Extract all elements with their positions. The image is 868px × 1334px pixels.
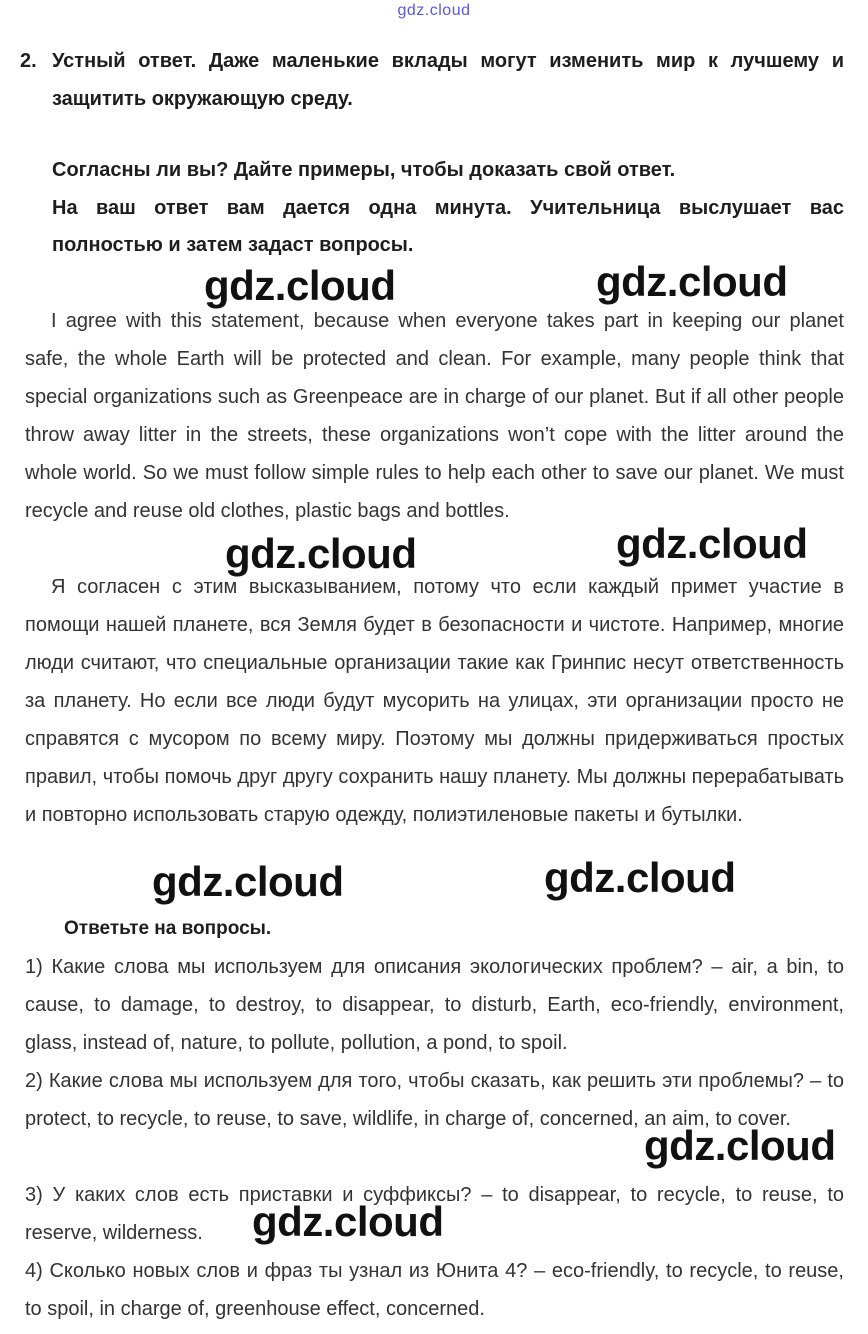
task-number: 2. [20, 50, 37, 72]
watermark: gdz.cloud [152, 858, 344, 905]
watermark: gdz.cloud [616, 520, 808, 567]
answer-english: I agree with this statement, because when everyone takes part in keeping our planet safe, the whole Earth will be protected and clean. For example, many people think that special organizations such as Greenpeace are in charge of our planet. But if all other people throw away litter in the streets, these organizations won’t cope with the litter around the whole world. So we must follow simple rules to help each other to save our planet. We must recycle and reuse old clothes, plastic bags and bottles. [25, 310, 844, 522]
watermark: gdz.cloud [252, 1198, 444, 1245]
watermark: gdz.cloud [204, 262, 396, 309]
question-2: 2) Какие слова мы используем для того, чтобы сказать, как решить эти проблемы? – to protect, to recycle, to reuse, to save, wildlife, in charge of, concerned, an aim, to cover. [25, 1070, 844, 1130]
watermark: gdz.cloud [596, 258, 788, 305]
instruction-line-2: На ваш ответ вам дается одна минута. Учительница выслушает вас полностью и затем задаст вопросы. [52, 197, 844, 256]
question-3: 3) У каких слов есть приставки и суффиксы? – to disappear, to recycle, to reuse, to reserve, wilderness. [25, 1184, 844, 1244]
top-watermark: gdz.cloud [397, 2, 471, 19]
watermark: gdz.cloud [644, 1122, 836, 1169]
question-4: 4) Сколько новых слов и фраз ты узнал из Юнита 4? – eco-friendly, to recycle, to reuse, to spoil, in charge of, greenhouse effect, concerned. [25, 1260, 844, 1320]
task-text: Устный ответ. Даже маленькие вклады могут изменить мир к лучшему и защитить окружающую среду. [52, 50, 844, 110]
questions-title: Ответьте на вопросы. [64, 918, 272, 939]
question-1: 1) Какие слова мы используем для описания экологических проблем? – air, a bin, to cause, to damage, to destroy, to disappear, to disturb, Earth, eco-friendly, environment, glass, instead of, nature, to pollute, pollution, a pond, to spoil. [25, 956, 844, 1054]
watermark: gdz.cloud [544, 854, 736, 901]
instruction-line-1: Согласны ли вы? Дайте примеры, чтобы доказать свой ответ. [52, 159, 676, 181]
watermark: gdz.cloud [225, 530, 417, 577]
answer-russian: Я согласен с этим высказыванием, потому что если каждый примет участие в помощи нашей планете, вся Земля будет в безопасности и чистоте. Например, многие люди считают, что специальные организации такие как Гринпис несут ответственность за планету. Но если все люди будут мусорить на улицах, эти организации просто не справятся с мусором по всему миру. Поэтому мы должны придерживаться простых правил, чтобы помочь друг другу сохранить нашу планету. Мы должны перерабатывать и повторно использовать старую одежду, полиэтиленовые пакеты и бутылки. [25, 576, 844, 826]
